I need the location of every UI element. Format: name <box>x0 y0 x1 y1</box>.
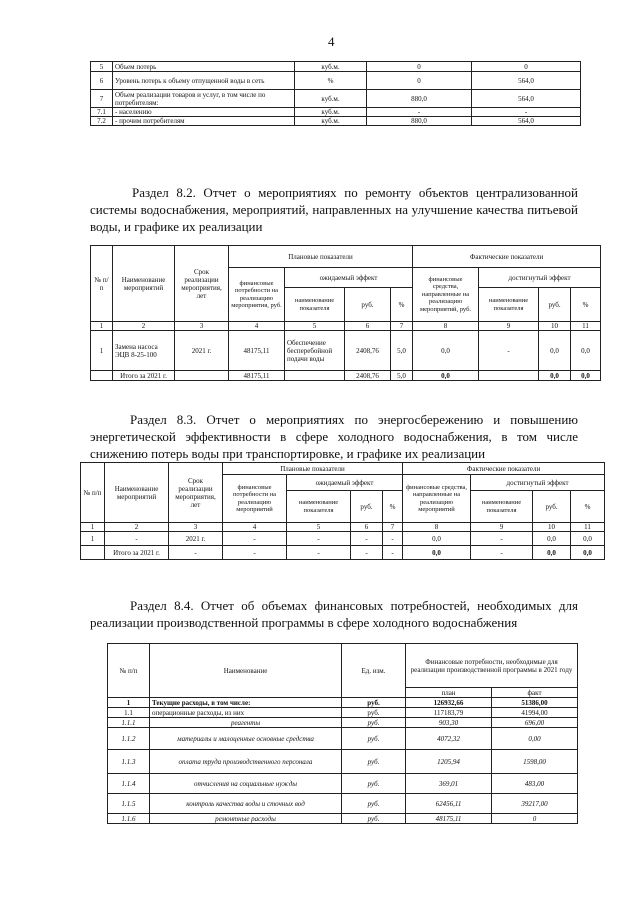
h82-name: Наименование мероприятий <box>113 246 175 322</box>
table-row: 1 - 2021 г. - - - - 0,0 - 0,0 0,0 <box>81 532 605 546</box>
table-row: 1.1.2 материалы и малоценные основные средства руб. 4072,32 0,00 <box>108 728 578 750</box>
h84-unit: Ед. изм. <box>342 644 406 698</box>
table-row: 7 Объем реализации товаров и услуг, в том числе по потребителям: куб.м. 880,0 564,0 <box>91 90 581 108</box>
column-number: 9 <box>479 322 539 331</box>
h82-ind-name: наименование показателя <box>285 288 345 322</box>
column-number: 2 <box>113 322 175 331</box>
h83-achieved: достигнутый эффект <box>471 475 605 491</box>
section-82-table <box>90 245 601 381</box>
column-number: 8 <box>403 523 471 532</box>
h82-num: № п/п <box>91 246 113 322</box>
table-row: 7.1 - населению куб.м. - - <box>91 108 581 117</box>
section-83-table <box>80 462 605 560</box>
h83-rub: руб. <box>351 491 383 523</box>
top-indicators-table <box>90 61 581 126</box>
section-84-title: Раздел 8.4. Отчет об объемах финансовых потребностей, необходимых для реализации производственной программы в сфере холодного водоснабжения <box>90 598 578 630</box>
h82-rub2: руб. <box>539 288 571 322</box>
h82-ind-name2: наименование показателя <box>479 288 539 322</box>
h82-achieved: достигнутый эффект <box>479 268 601 288</box>
total-row: Итого за 2021 г. 48175,11 2408,76 5,0 0,0 0,0 0,0 <box>91 371 601 381</box>
h83-expected: ожидаемый эффект <box>287 475 403 491</box>
h84-num: № п/п <box>108 644 150 698</box>
column-number: 5 <box>287 523 351 532</box>
h83-fin-plan: финансовые потребности на реализацию мероприятий <box>223 475 287 523</box>
column-number: 3 <box>175 322 229 331</box>
page-number: 4 <box>328 34 335 49</box>
h84-fin: Финансовые потребности, необходимые для реализации производственной программы в 2021 году <box>406 644 578 688</box>
column-number: 11 <box>571 322 601 331</box>
section-82-title: Раздел 8.2. Отчет о мероприятиях по ремонту объектов централизованной системы водоснабжения, мероприятий, направленных на улучшение качества питьевой воды, и графике их реализации <box>90 185 578 234</box>
table-row: 1.1.6 ремонтные расходы руб. 48175,11 0 <box>108 814 578 824</box>
table-row: 1.1.4 отчисления на социальные нужды руб. 369,01 483,00 <box>108 774 578 794</box>
column-number: 10 <box>539 322 571 331</box>
h84-name: Наименование <box>150 644 342 698</box>
column-number: 1 <box>81 523 105 532</box>
column-number: 4 <box>223 523 287 532</box>
column-numbers-row <box>81 523 605 532</box>
column-number: 6 <box>351 523 383 532</box>
h82-term: Срок реализации мероприятия, лет <box>175 246 229 322</box>
h82-expected: ожидаемый эффект <box>285 268 413 288</box>
column-number: 10 <box>533 523 571 532</box>
column-number: 11 <box>571 523 605 532</box>
h83-planned: Плановые показатели <box>223 463 403 475</box>
column-number: 3 <box>169 523 223 532</box>
h82-fin-plan: финансовые потребности на реализацию мероприятия, руб. <box>229 268 285 322</box>
h83-pct: % <box>383 491 403 523</box>
column-number: 6 <box>345 322 391 331</box>
h83-fin-fact: финансовые средства, направленные на реализацию мероприятий <box>403 475 471 523</box>
h82-pct: % <box>391 288 413 322</box>
h82-rub: руб. <box>345 288 391 322</box>
column-number: 1 <box>91 322 113 331</box>
column-number: 7 <box>383 523 403 532</box>
column-number: 9 <box>471 523 533 532</box>
h83-actual: Фактические показатели <box>403 463 605 475</box>
table-row: 6 Уровень потерь к объему отпущенной воды в сеть % 0 564,0 <box>91 72 581 90</box>
h83-ind-name: наименование показателя <box>287 491 351 523</box>
h83-ind-name2: наименование показателя <box>471 491 533 523</box>
column-number: 5 <box>285 322 345 331</box>
table-row: 1.1.5 контроль качества воды и сточных вод руб. 62456,11 39217,00 <box>108 794 578 814</box>
h84-plan: план <box>406 688 492 698</box>
table-row: 5 Объем потерь куб.м. 0 0 <box>91 62 581 72</box>
column-numbers-row <box>91 322 601 331</box>
table-row: 1.1.3 оплата труда производственного персонала руб. 1205,94 1598,00 <box>108 750 578 774</box>
h83-term: Срок реализации мероприятия, лет <box>169 463 223 523</box>
h84-fact: факт <box>492 688 578 698</box>
column-number: 8 <box>413 322 479 331</box>
column-number: 4 <box>229 322 285 331</box>
table-row: 1.1.1 реагенты руб. 903,30 696,00 <box>108 718 578 728</box>
h82-actual: Фактические показатели <box>413 246 601 268</box>
h82-fin-fact: финансовые средства, направленные на реализацию мероприятий, руб. <box>413 268 479 322</box>
column-number: 7 <box>391 322 413 331</box>
section-84-table <box>107 643 578 824</box>
section-83-title: Раздел 8.3. Отчет о мероприятиях по энергосбережению и повышению энергетической эффективности в сфере холодного водоснабжения, в том числе снижению потерь воды при транспортировке, и графике их реализации <box>90 412 578 461</box>
h82-planned: Плановые показатели <box>229 246 413 268</box>
table-row: 1.1 операционные расходы, из них руб. 117183,79 41994,00 <box>108 708 578 718</box>
table-row: 1 Замена насоса ЭЦВ 8-25-100 2021 г. 48175,11 Обеспечение бесперебойной подачи воды 2408,76 5,0 0,0 - 0,0 0,0 <box>91 331 601 371</box>
h83-pct2: % <box>571 491 605 523</box>
total-row: Итого за 2021 г. - - - - - 0,0 - 0,0 0,0 <box>81 546 605 560</box>
h83-name: Наименование мероприятий <box>105 463 169 523</box>
table-row: 1 Текущие расходы, в том числе: руб. 126932,66 51386,00 <box>108 698 578 708</box>
h83-rub2: руб. <box>533 491 571 523</box>
h82-pct2: % <box>571 288 601 322</box>
h83-num: № п/п <box>81 463 105 523</box>
table-row: 7.2 - прочим потребителям куб.м. 880,0 564,0 <box>91 117 581 126</box>
column-number: 2 <box>105 523 169 532</box>
